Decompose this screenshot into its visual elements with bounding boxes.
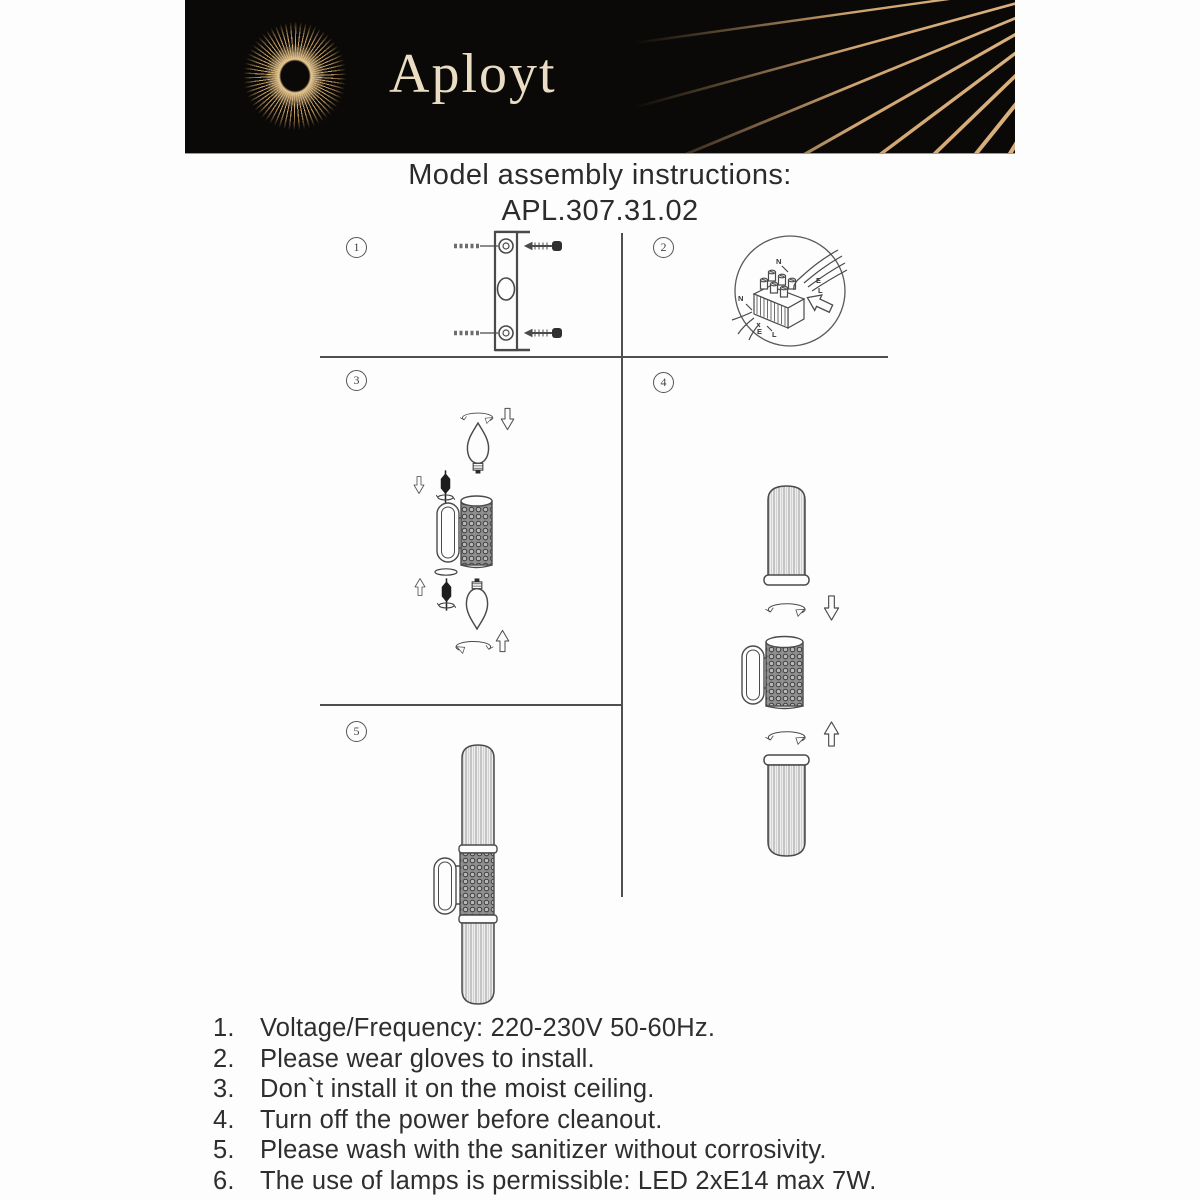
- wire-label-n-in: N: [776, 257, 782, 266]
- step-5-badge: 5: [346, 721, 367, 742]
- candle-bulb: [467, 423, 488, 474]
- wire-label-e-out: E: [757, 327, 763, 336]
- divider-horizontal-2: [320, 704, 623, 706]
- step-3-badge: 3: [346, 370, 367, 391]
- step-2-badge: 2: [653, 237, 674, 258]
- instruction-text: Turn off the power before cleanout.: [260, 1105, 663, 1134]
- instruction-number: 6.: [213, 1166, 235, 1195]
- step-5-diagram-assembled-lamp: [420, 738, 510, 1010]
- instruction-number: 3.: [213, 1075, 235, 1103]
- rotate-icon: [765, 604, 805, 617]
- wire-label-n-out: N: [738, 294, 744, 303]
- instruction-text: Don`t install it on the moist ceiling.: [260, 1075, 655, 1103]
- down-arrow-icon: [414, 477, 424, 494]
- wire-label-l-in: L: [818, 286, 823, 295]
- candle-bulb: [466, 578, 487, 629]
- step-3-diagram-bulb-shade-assembly: [398, 394, 618, 660]
- step-1-diagram-wall-bracket: [440, 226, 620, 358]
- instruction-item: [213, 1044, 877, 1075]
- brand-banner: [185, 0, 1015, 154]
- rotate-icon: [460, 413, 493, 423]
- instruction-item: [213, 1074, 877, 1105]
- up-arrow-icon: [415, 579, 425, 596]
- rotate-icon: [765, 732, 805, 745]
- down-arrow-icon: [824, 596, 838, 620]
- instruction-text: Voltage/Frequency: 220-230V 50-60Hz.: [260, 1014, 716, 1042]
- instruction-text: The use of lamps is permissible: LED 2xE14 max 7W.: [260, 1166, 877, 1195]
- step-1-badge: 1: [346, 237, 367, 258]
- page-title: Model assembly instructions:: [408, 159, 792, 191]
- up-arrow-icon: [496, 630, 509, 651]
- decorative-gold-rays: [185, 0, 1015, 153]
- rotate-icon: [435, 569, 457, 575]
- instruction-number: 1.: [213, 1014, 235, 1042]
- model-number: APL.307.31.02: [501, 195, 699, 227]
- instruction-item: [213, 1105, 877, 1136]
- finial-cap: [437, 578, 456, 610]
- up-arrow-icon: [824, 722, 838, 746]
- instruction-text: Please wash with the sanitizer without corrosivity.: [260, 1136, 827, 1164]
- instruction-text: Please wear gloves to install.: [260, 1044, 595, 1073]
- instruction-number: 5.: [213, 1136, 235, 1164]
- instruction-item: [213, 1166, 877, 1197]
- instruction-number: 4.: [213, 1105, 235, 1134]
- divider-vertical: [621, 233, 623, 897]
- brand-wordmark: Aployt: [389, 43, 557, 105]
- instruction-item: [213, 1135, 877, 1166]
- wire-label-l-out: L: [772, 330, 777, 339]
- instruction-item: [213, 1013, 877, 1044]
- screw-bottom: [525, 328, 562, 338]
- instruction-number: 2.: [213, 1044, 235, 1073]
- finial-cap: [436, 470, 455, 502]
- wire-label-e-in: E: [816, 276, 822, 285]
- step-4-diagram-glass-tube-assembly: [733, 478, 848, 860]
- down-arrow-icon: [501, 408, 514, 429]
- rotate-icon: [456, 642, 493, 654]
- screw-top: [525, 241, 562, 251]
- instruction-list: [213, 1013, 877, 1196]
- step-2-diagram-wiring: [724, 228, 856, 354]
- step-4-badge: 4: [653, 372, 674, 393]
